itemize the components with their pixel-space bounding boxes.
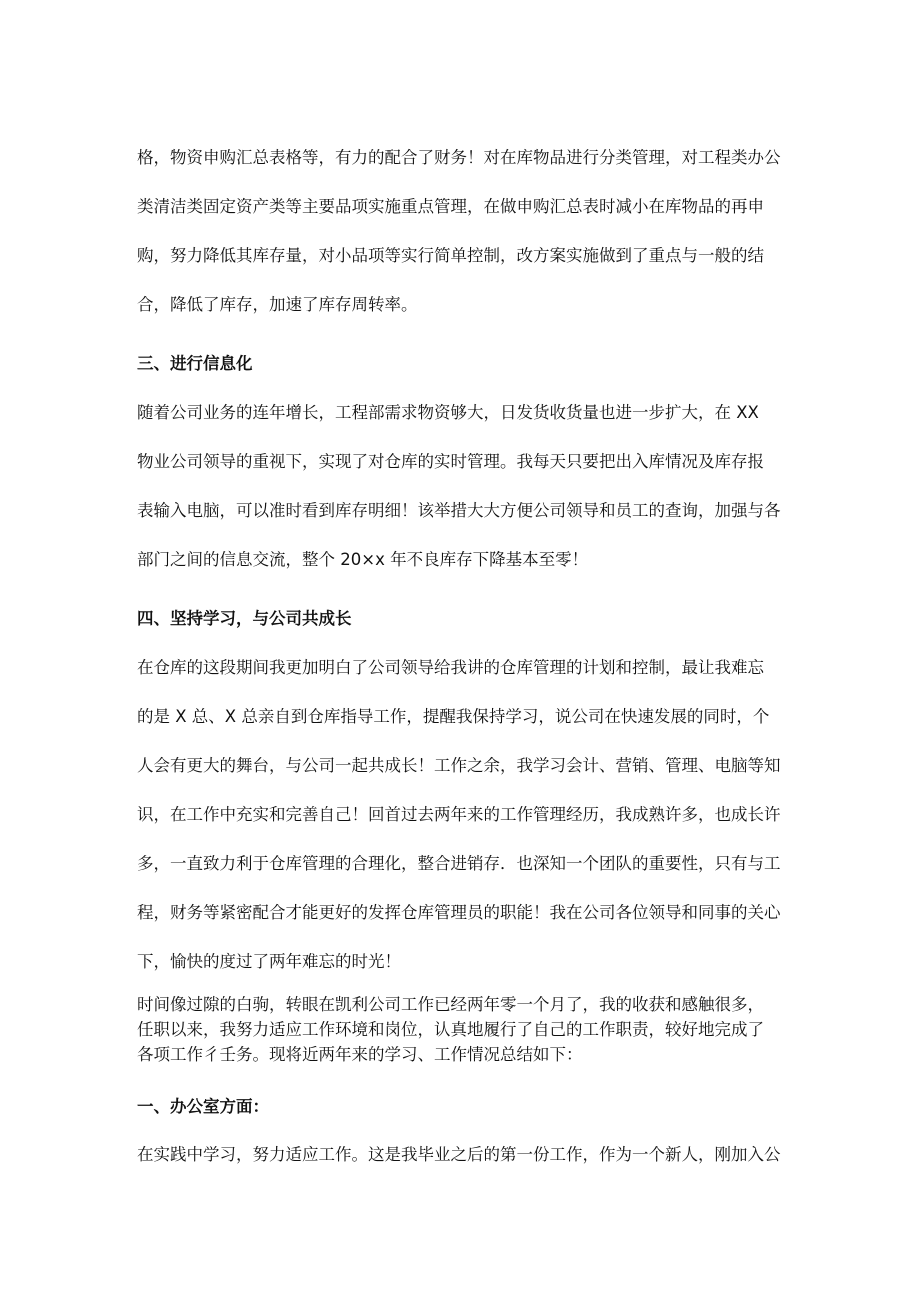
text-line: 表输入电脑，可以准时看到库存明细！该举措大大方便公司领导和员工的查询，加强与各 bbox=[137, 501, 781, 520]
text-line: 多，一直致力利于仓库管理的合理化，整合进销存．也深知一个团队的重要性，只有与工 bbox=[137, 854, 781, 873]
text-line: 格，物资申购汇总表格等，有力的配合了财务！对在库物品进行分类管理，对工程类办公 bbox=[137, 148, 781, 167]
text-line: 购，努力降低其库存量，对小品项等实行简单控制，改方案实施做到了重点与一般的结 bbox=[137, 246, 764, 265]
text-line: 程，财务等紧密配合才能更好的发挥仓库管理员的职能！我在公司各位领导和同事的关心 bbox=[137, 903, 781, 922]
text-line: 部门之间的信息交流，整个 20×x 年不良库存下降基本至零！ bbox=[137, 550, 589, 569]
heading-text: 一、办公室方面： bbox=[137, 1097, 269, 1116]
heading-text: 四、坚持学习，与公司共成长 bbox=[137, 609, 352, 628]
text-line: 在实践中学习，努力适应工作。这是我毕业之后的第一份工作，作为一个新人，刚加入公 bbox=[137, 1145, 781, 1164]
text-line: 随着公司业务的连年增长，工程部需求物资够大，日发货收货量也进一步扩大，在 XX bbox=[137, 403, 759, 422]
text-line: 时间像过隙的白驹，转眼在凯利公司工作已经两年零一个月了，我的收获和感触很多， bbox=[137, 995, 764, 1014]
text-line: 下，愉快的度过了两年难忘的时光！ bbox=[137, 952, 401, 971]
text-line: 各项工作彳壬务。现将近两年来的学习、工作情况总结如下： bbox=[137, 1045, 583, 1064]
text-line: 识，在工作中充实和完善自己！回首过去两年来的工作管理经历，我成熟许多，也成长许 bbox=[137, 805, 781, 824]
text-line: 类清洁类固定资产类等主要品项实施重点管理，在做申购汇总表时减小在库物品的再申 bbox=[137, 197, 764, 216]
text-line: 物业公司领导的重视下，实现了对仓库的实时管理。我每天只要把出入库情况及库存报 bbox=[137, 452, 764, 471]
heading-text: 三、进行信息化 bbox=[137, 354, 253, 373]
text-line: 人会有更大的舞台，与公司一起共成长！工作之余，我学习会计、营销、管理、电脑等知 bbox=[137, 756, 781, 775]
text-line: 在仓库的这段期间我更加明白了公司领导给我讲的仓库管理的计划和控制，最让我难忘 bbox=[137, 658, 764, 677]
text-line: 任职以来，我努力适应工作环境和岗位，认真地履行了自己的工作职责，较好地完成了 bbox=[137, 1020, 764, 1039]
text-line: 的是 X 总、X 总亲自到仓库指导工作，提醒我保持学习，说公司在快速发展的同时，个 bbox=[137, 707, 770, 726]
text-line: 合，降低了库存，加速了库存周转率。 bbox=[137, 295, 418, 314]
